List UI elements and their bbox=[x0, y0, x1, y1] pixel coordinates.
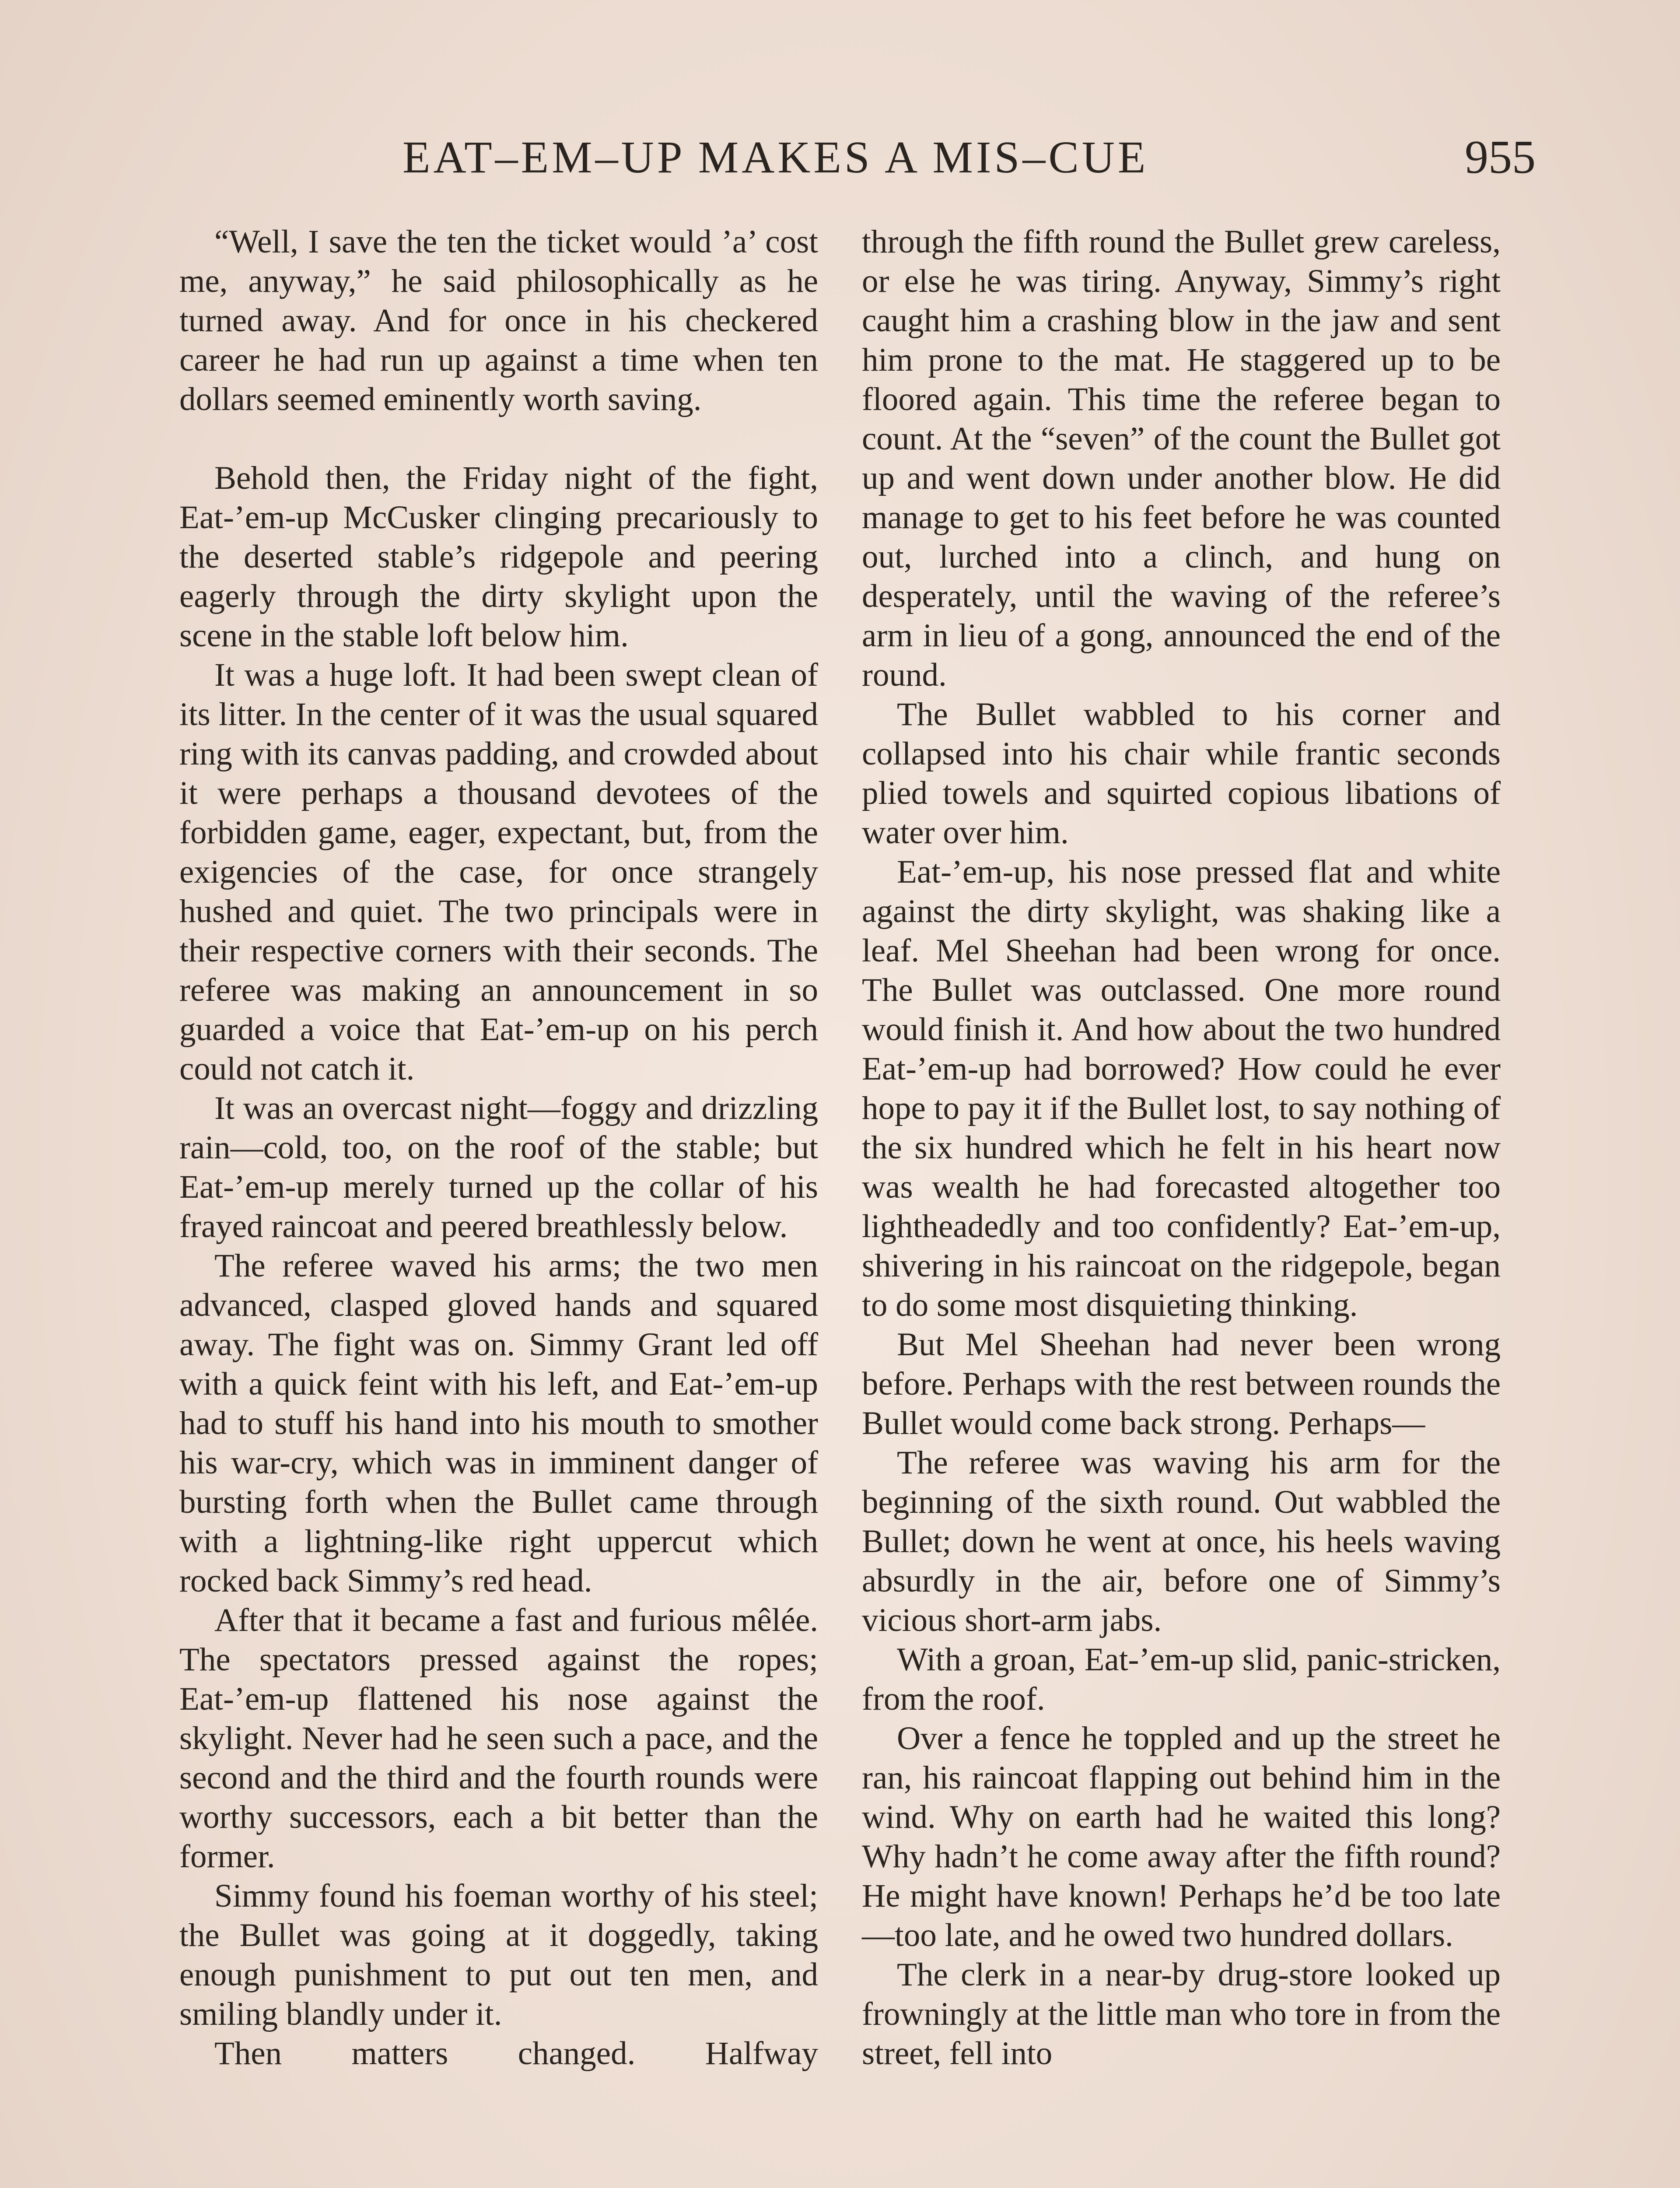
paragraph: Eat-’em-up, his nose pressed flat and white against the dirty skylight, was shaking like a leaf. Mel Sheehan had been wrong for once. The Bullet was outclassed. One more round would finish it. And how about the two hundred Eat-’em-up had borrowed? How could he ever hope to pay it if the Bullet lost, to say nothing of the six hundred which he felt in his heart now was wealth he had forecasted altogether too lightheadedly and too confidently? Eat-’em-up, shivering in his raincoat on the ridgepole, began to do some most disquieting thinking. bbox=[862, 854, 1501, 1323]
paragraph: Over a fence he toppled and up the street he ran, his raincoat flapping out behind him in the wind. Why on earth had he waited this long? Why hadn’t he come away after the fifth round? He might have known! Perhaps he’d be too late—too late, and he owed two hundred dollars. bbox=[862, 1720, 1501, 1953]
right-column bbox=[862, 222, 1501, 2073]
paragraph: Behold then, the Friday night of the fight, Eat-’em-up McCusker clinging precariously to the deserted stable’s ridgepole and peering eagerly through the dirty skylight upon the scene in the stable loft below him. bbox=[179, 460, 818, 654]
paragraph: The Bullet wabbled to his corner and collapsed into his chair while frantic seconds plied towels and squirted copious libations of water over him. bbox=[862, 696, 1501, 851]
paragraph: through the fifth round the Bullet grew careless, or else he was tiring. Anyway, Simmy’s right caught him a crashing blow in the jaw and sent him prone to the mat. He staggered up to be floored again. This time the referee began to count. At the “seven” of the count the Bullet got up and went down under another blow. He did manage to get to his feet before he was counted out, lurched into a clinch, and hung on desperately, until the waving of the referee’s arm in lieu of a gong, announced the end of the round. bbox=[862, 224, 1501, 693]
text-columns bbox=[179, 222, 1536, 2188]
running-title: EAT–EM–UP MAKES A MIS–CUE bbox=[402, 132, 1149, 182]
paragraph: The referee waved his arms; the two men advanced, clasped gloved hands and squared away. The fight was on. Simmy Grant led off with a quick feint with his left, and Eat-’em-up had to stuff his hand into his mouth to smother his war-cry, which was in imminent danger of bursting forth when the Bullet came through with a lightning-like right uppercut which rocked back Simmy’s red head. bbox=[179, 1248, 818, 1599]
page-header bbox=[197, 127, 1536, 188]
paragraph: But Mel Sheehan had never been wrong before. Perhaps with the rest between rounds the Bullet would come back strong. Perhaps— bbox=[862, 1326, 1501, 1441]
paragraph: Then matters changed. Halfway bbox=[214, 2035, 818, 2072]
page-number: 955 bbox=[1465, 131, 1536, 183]
paragraph: It was a huge loft. It had been swept clean of its litter. In the center of it was the usual squared ring with its canvas padding, and crowded about it were perhaps a thousand devotees of the forbidden game, eager, expectant, but, from the exigencies of the case, for once strangely hushed and quiet. The two principals were in their respective corners with their seconds. The referee was making an announcement in so guarded a voice that Eat-’em-up on his perch could not catch it. bbox=[179, 657, 818, 1087]
paragraph: The referee was waving his arm for the beginning of the sixth round. Out wabbled the Bullet; down he went at once, his heels waving absurdly in the air, before one of Simmy’s vicious short-arm jabs. bbox=[862, 1445, 1501, 1638]
paragraph: After that it became a fast and furious mêlée. The spectators pressed against the ropes; Eat-’em-up flattened his nose against the skylight. Never had he seen such a pace, and the second and the third and the fourth rounds were worthy successors, each a bit better than the former. bbox=[179, 1602, 818, 1875]
paragraph: With a groan, Eat-’em-up slid, panic-stricken, from the roof. bbox=[862, 1641, 1501, 1717]
paragraph: Simmy found his foeman worthy of his steel; the Bullet was going at it doggedly, taking enough punishment to put out ten men, and smiling blandly under it. bbox=[179, 1878, 818, 2032]
paragraph: It was an overcast night—foggy and drizzling rain—cold, too, on the roof of the stable; but Eat-’em-up merely turned up the collar of his frayed raincoat and peered breathlessly below. bbox=[179, 1090, 818, 1245]
paragraph: The clerk in a near-by drug-store looked up frowningly at the little man who tore in from the street, fell into bbox=[862, 1957, 1501, 2072]
paragraph: “Well, I save the ten the ticket would ’a’ cost me, anyway,” he said philosophically as he turned away. And for once in his checkered career he had run up against a time when ten dollars seemed eminently worth saving. bbox=[179, 224, 818, 417]
left-column bbox=[179, 222, 818, 2073]
